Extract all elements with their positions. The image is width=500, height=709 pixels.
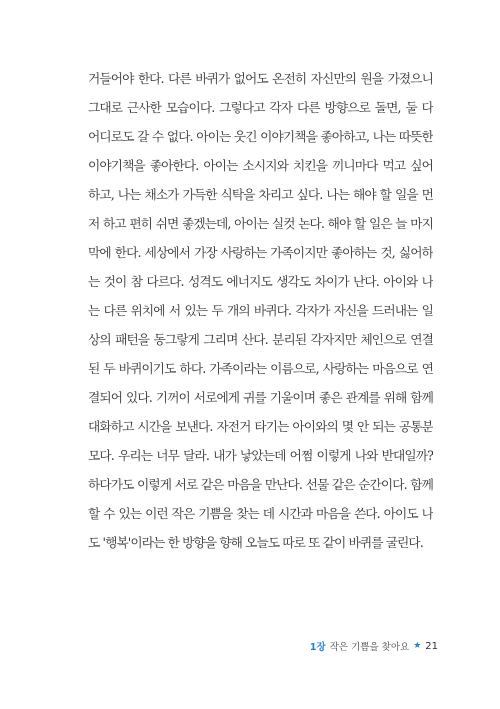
text-line: 는 다른 위치에 서 있는 두 개의 바퀴다. 각자가 자신을 드러내는 일 — [88, 303, 433, 318]
text-line: 어디로도 갈 수 없다. 아이는 웃긴 이야기책을 좋아하고, 나는 따뜻한 — [88, 129, 433, 144]
text-line: 결되어 있다. 기꺼이 서로에게 귀를 기울이며 좋은 관계를 위해 함께 — [88, 390, 433, 405]
chapter-number: 1장 — [309, 642, 326, 653]
body-paragraph — [88, 64, 433, 557]
text-line: 할 수 있는 이런 작은 기쁨을 찾는 데 시간과 마음을 쓴다. 아이도 나 — [88, 506, 433, 521]
text-line: 도 '행복'이라는 한 방향을 향해 오늘도 따로 또 같이 바퀴를 굴린다. — [88, 535, 423, 550]
page-number: 21 — [425, 640, 438, 652]
text-line: 거들어야 한다. 다른 바퀴가 없어도 온전히 자신만의 원을 가졌으니 — [88, 71, 433, 86]
running-footer — [310, 638, 438, 654]
chapter-title: 작은 기쁨을 찾아요 — [329, 642, 410, 653]
text-line: 하다가도 이렇게 서로 같은 마음을 만난다. 선물 같은 순간이다. 함께 — [88, 477, 433, 492]
star-icon: ★ — [413, 640, 422, 651]
text-line: 막에 한다. 세상에서 가장 사랑하는 가족이지만 좋아하는 것, 싫어하 — [88, 245, 433, 260]
text-line: 상의 패턴을 동그랗게 그리며 산다. 분리된 각자지만 체인으로 연결 — [88, 332, 433, 347]
text-line: 저 하고 편히 쉬면 좋겠는데, 아이는 실컷 논다. 해야 할 일은 늘 마지 — [88, 216, 433, 231]
text-line: 그대로 근사한 모습이다. 그렇다고 각자 다른 방향으로 돌면, 둘 다 — [88, 100, 433, 115]
text-line: 모다. 우리는 너무 달라. 내가 낳았는데 어쩜 이렇게 나와 반대일까? — [88, 448, 433, 463]
text-line: 는 것이 참 다르다. 성격도 에너지도 생각도 차이가 난다. 아이와 나 — [88, 274, 433, 289]
text-line: 된 두 바퀴이기도 하다. 가족이라는 이름으로, 사랑하는 마음으로 연 — [88, 361, 433, 376]
text-line: 하고, 나는 채소가 가득한 식탁을 차리고 싶다. 나는 해야 할 일을 먼 — [88, 187, 433, 202]
text-line: 이야기책을 좋아한다. 아이는 소시지와 치킨을 끼니마다 먹고 싶어 — [88, 158, 433, 173]
text-line: 대화하고 시간을 보낸다. 자전거 타기는 아이와의 몇 안 되는 공통분 — [88, 419, 433, 434]
